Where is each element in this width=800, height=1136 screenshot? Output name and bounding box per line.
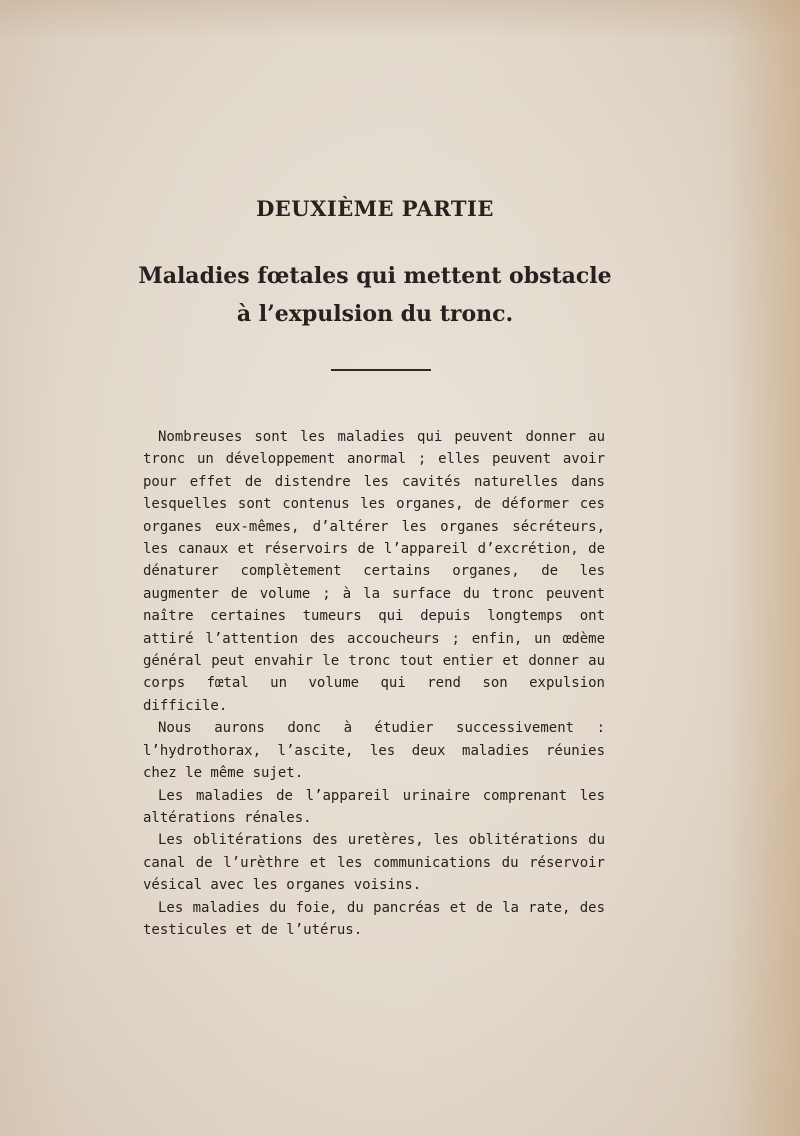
page-edge-shading-right — [730, 0, 800, 1136]
paragraph-3: Les maladies de l’appareil urinaire comprenant les altérations rénales. — [143, 787, 605, 826]
chapter-title — [0, 257, 750, 333]
body-text — [143, 426, 605, 941]
page-edge-shading-top — [0, 0, 800, 40]
paragraph-4: Les oblitérations des uretères, les oblitérations du canal de l’urèthre et les communications du réservoir vésical avec les organes voisins. — [143, 832, 605, 894]
title-divider-rule — [331, 369, 431, 371]
paragraph-1: Nombreuses sont les maladies qui peuvent donner au tronc un développement anormal ; elles peuvent avoir pour effet de distendre les cavités naturelles dans lesquelles sont contenus les organes, de déformer ces organes eux-mêmes, d’altérer les organes sécréteurs, les canaux et réservoirs de l’appareil d’excrétion, de dénaturer complètement certains organes, de les augmenter de volume ; à la surface du tronc peuvent naître certaines tumeurs qui depuis longtemps ont attiré l’attention des accoucheurs ; enfin, un œdème général peut envahir le tronc tout entier et donner au corps fœtal un volume qui rend son expulsion difficile. — [143, 429, 605, 714]
paragraph-2: Nous aurons donc à étudier successivement : l’hydrothorax, l’ascite, les deux maladies réunies chez le même sujet. — [143, 720, 605, 782]
chapter-title-line-1: Maladies fœtales qui mettent obstacle — [138, 263, 612, 289]
part-title: DEUXIÈME PARTIE — [256, 196, 494, 221]
chapter-title-line-2: à l’expulsion du tronc. — [236, 301, 514, 327]
paragraph-5: Les maladies du foie, du pancréas et de la rate, des testicules et de l’utérus. — [143, 899, 605, 938]
